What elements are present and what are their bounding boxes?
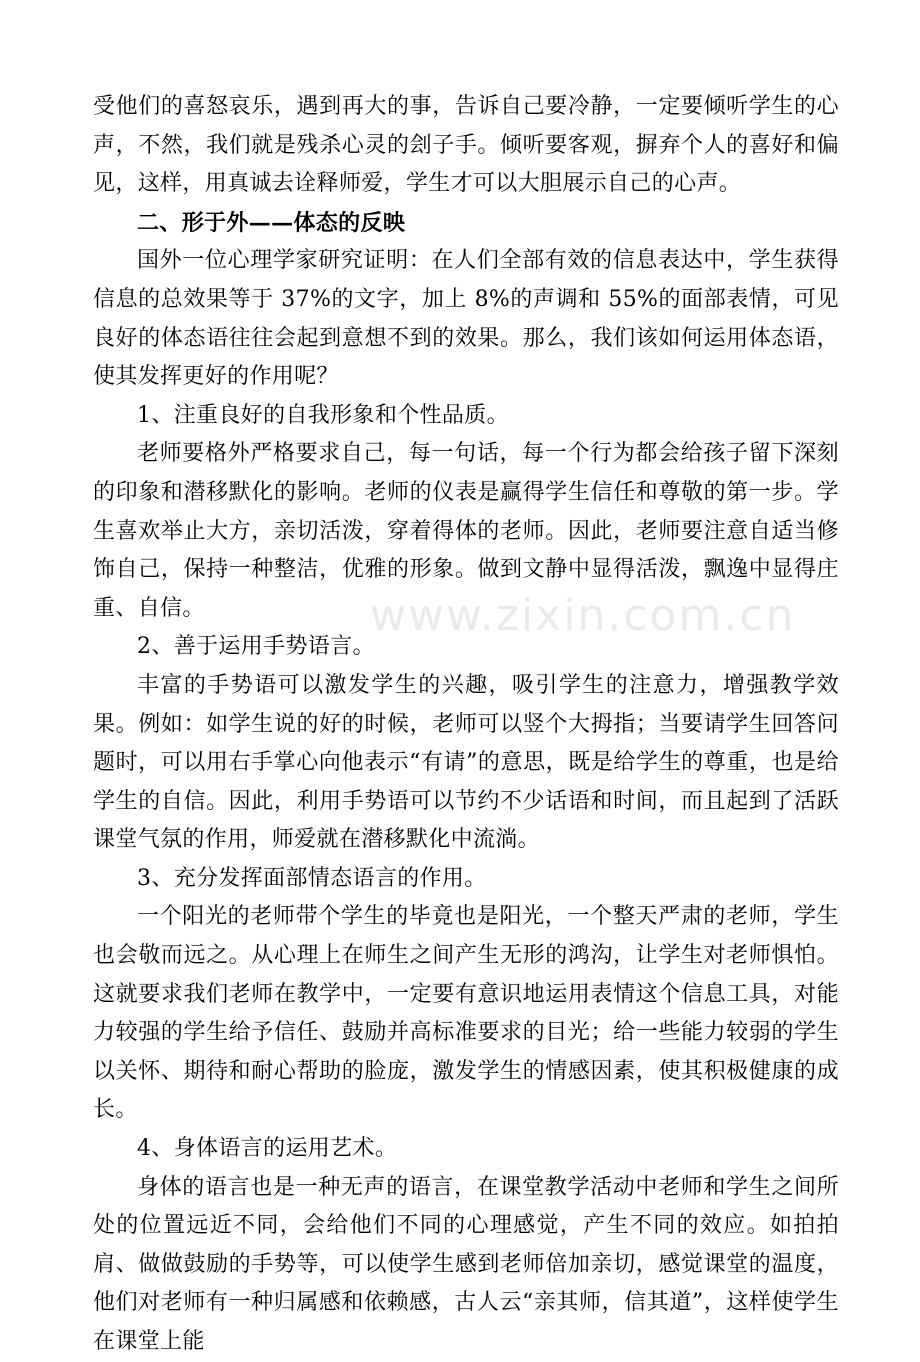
paragraph-intro: 国外一位心理学家研究证明：在人们全部有效的信息表达中，学生获得信息的总效果等于 37%的文字，加上 8%的声调和 55%的面部表情，可见良好的体态语往往会起到意想不到的效果。那么，我们该如何运用体态语，使其发挥更好的作用呢？ — [93, 248, 839, 390]
subheading-1: 1、注重良好的自我形象和个性品质。 — [137, 402, 509, 428]
subheading-3: 3、充分发挥面部情态语言的作用。 — [137, 865, 487, 891]
subheading-2: 2、善于运用手势语言。 — [137, 634, 375, 660]
watermark: www.zixin.com.cn — [370, 590, 796, 641]
document-page — [93, 88, 839, 1362]
section-heading: 二、形于外——体态的反映 — [137, 209, 406, 236]
paragraph-continued: 受他们的喜怒哀乐，遇到再大的事，告诉自己要冷静，一定要倾听学生的心声，不然，我们就是残杀心灵的刽子手。倾听要客观，摒弃个人的喜好和偏见，这样，用真诚去诠释师爱，学生才可以大胆展示自己的心声。 — [93, 94, 839, 197]
paragraph-2: 丰富的手势语可以激发学生的兴趣，吸引学生的注意力，增强教学效果。例如：如学生说的好的时候，老师可以竖个大拇指；当要请学生回答问题时，可以用右手掌心向他表示“有请”的意思，既是给学生的尊重，也是给学生的自信。因此，利用手势语可以节约不少话语和时间，而且起到了活跃课堂气氛的作用，师爱就在潜移默化中流淌。 — [93, 672, 839, 853]
paragraph-4: 身体的语言也是一种无声的语言，在课堂教学活动中老师和学生之间所处的位置远近不同，会给他们不同的心理感觉，产生不同的效应。如拍拍肩、做做鼓励的手势等，可以使学生感到老师倍加亲切，感觉课堂的温度，他们对老师有一种归属感和依赖感，古人云“亲其师，信其道”，这样使学生在课堂上能 — [93, 1174, 839, 1354]
paragraph-3: 一个阳光的老师带个学生的毕竟也是阳光，一个整天严肃的老师，学生也会敬而远之。从心理上在师生之间产生无形的鸿沟，让学生对老师惧怕。这就要求我们老师在教学中，一定要有意识地运用表情这个信息工具，对能力较强的学生给予信任、鼓励并高标准要求的目光；给一些能力较弱的学生以关怀、期待和耐心帮助的脸庞，激发学生的情感因素，使其积极健康的成长。 — [93, 904, 839, 1123]
subheading-4: 4、身体语言的运用艺术。 — [137, 1136, 398, 1162]
paragraph-1: 老师要格外严格要求自己，每一句话，每一个行为都会给孩子留下深刻的印象和潜移默化的影响。老师的仪表是赢得学生信任和尊敬的第一步。学生喜欢举止大方，亲切活泼，穿着得体的老师。因此，老师要注意自适当修饰自己，保持一种整洁，优雅的形象。做到文静中显得活泼，飘逸中显得庄重、自信。 — [93, 441, 839, 621]
